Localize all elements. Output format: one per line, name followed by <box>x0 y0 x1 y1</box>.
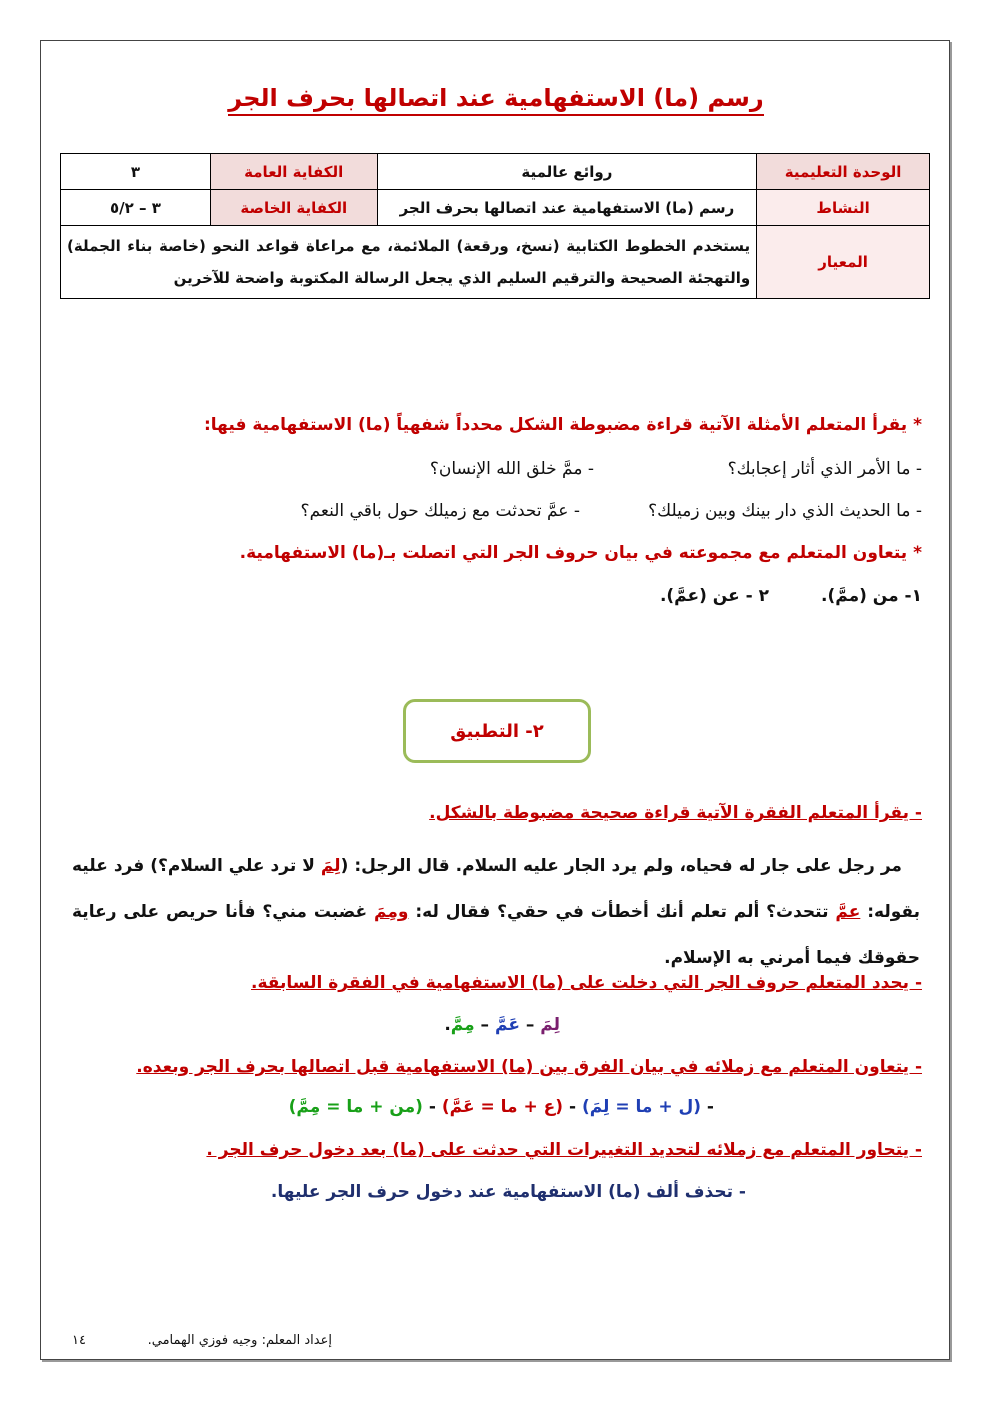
specific-competency-value: ٣ – ٥/٢ <box>61 190 211 226</box>
highlight-word: لِمَ <box>320 856 341 876</box>
activity-label: النشاط <box>757 190 930 226</box>
example-2a: - ما الحديث الذي دار بينك وبين زميلك؟ <box>648 501 922 521</box>
task-1: - يقرأ المتعلم الفقرة الآتية قراءة صحيحة مضبوطة بالشكل. <box>429 803 922 823</box>
footer-author: إعداد المعلم: وجيه فوزي الهمامي. <box>147 1333 332 1348</box>
unit-label: الوحدة التعليمية <box>757 154 930 190</box>
table-row <box>61 226 930 299</box>
table-row <box>61 154 930 190</box>
highlight-word: عمَّ <box>835 902 861 922</box>
task-4: - يتحاور المتعلم مع زملائه لتحديد التغييرات التي حدثت على (ما) بعد دخول حرف الجر . <box>206 1140 922 1160</box>
page-number: ١٤ <box>72 1333 86 1348</box>
unit-value: روائع عالمية <box>377 154 757 190</box>
criterion-value: يستخدم الخطوط الكتابية (نسخ، ورقعة) الملائمة، مع مراعاة قواعد النحو (خاصة بناء الجملة) والتهجئة الصحيحة والترقيم السليم الذي يجعل الرسالة المكتوبة واضحة للآخرين <box>61 226 757 299</box>
table-row <box>61 190 930 226</box>
activity-value: رسم (ما) الاستفهامية عند اتصالها بحرف الجر <box>377 190 757 226</box>
answer-a: ١- من (ممَّ). <box>821 586 922 606</box>
criterion-label: المعيار <box>757 226 930 299</box>
answer-4: - تحذف ألف (ما) الاستفهامية عند دخول حرف الجر عليها. <box>270 1182 746 1202</box>
general-competency-label: الكفاية العامة <box>210 154 377 190</box>
general-competency-value: ٣ <box>61 154 211 190</box>
task-3: - يتعاون المتعلم مع زملائه في بيان الفرق بين (ما) الاستفهامية قبل اتصالها بحرف الجر وبعده. <box>136 1057 922 1077</box>
specific-competency-label: الكفاية الخاصة <box>210 190 377 226</box>
application-badge: ٢- التطبيق <box>403 699 591 763</box>
example-1a: - ما الأمر الذي أثار إعجابك؟ <box>727 459 922 479</box>
info-table <box>60 153 930 299</box>
section1-heading: * يقرأ المتعلم الأمثلة الآتية قراءة مضبوطة الشكل محدداً شفهياً (ما) الاستفهامية فيها: <box>203 415 922 435</box>
example-1b: - ممَّ خلق الله الإنسان؟ <box>429 459 594 479</box>
example-2b: - عمَّ تحدثت مع زميلك حول باقي النعم؟ <box>300 501 580 521</box>
reading-paragraph: مر رجل على جار له فحياه، ولم يرد الجار عليه السلام. قال الرجل: (لِمَ لا ترد علي السلام؟) فرد عليه بقوله: عمَّ تتحدث؟ ألم تعلم أنك أخطأت في حقي؟ فقال له: ومِمَ غضبت مني؟ فأنا حريص على رعاية حقوقك فيما أمرني به الإسلام. <box>72 856 920 968</box>
answer-3: - (ل + ما = لِمَ) - (ع + ما = عَمَّ) - (من + ما = مِمَّ) <box>288 1097 714 1117</box>
section1-heading2: * يتعاون المتعلم مع مجموعته في بيان حروف الجر التي اتصلت بـ(ما) الاستفهامية. <box>239 543 922 563</box>
task-2: - يحدد المتعلم حروف الجر التي دخلت على (ما) الاستفهامية في الفقرة السابقة. <box>251 973 922 993</box>
answer-2: لِمَ – عَمَّ – مِمَّ. <box>444 1015 560 1035</box>
page-title: رسم (ما) الاستفهامية عند اتصالها بحرف الجر <box>0 84 992 112</box>
answer-b: ٢ - عن (عمَّ). <box>659 586 769 606</box>
highlight-word: ومِمَ <box>374 902 409 922</box>
